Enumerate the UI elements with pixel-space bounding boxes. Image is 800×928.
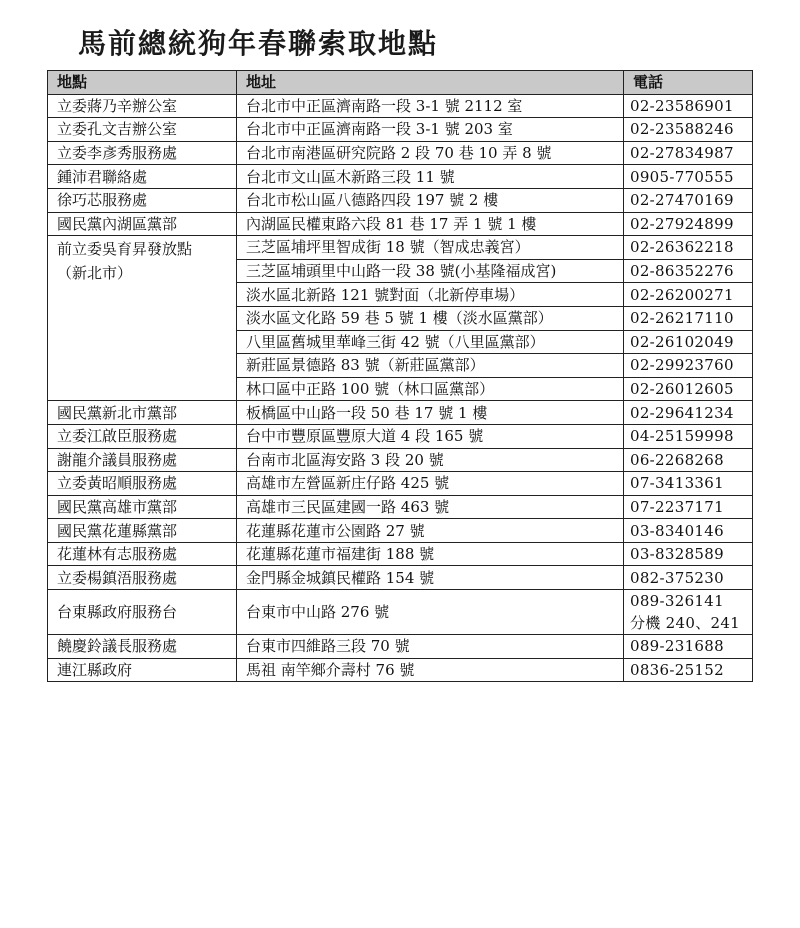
table-row <box>48 118 753 142</box>
address-cell: 三芝區埔頭里中山路一段 38 號(小基隆福成宮) <box>237 259 624 283</box>
phone-cell: 0905-770555 <box>624 165 753 189</box>
address-cell: 八里區舊城里華峰三街 42 號（八里區黨部） <box>237 330 624 354</box>
phone-cell: 04-25159998 <box>624 424 753 448</box>
location-cell: 立委孔文吉辦公室 <box>48 118 237 142</box>
phone-cell: 03-8328589 <box>624 542 753 566</box>
table-header-row <box>48 71 753 95</box>
header-phone: 電話 <box>624 71 753 95</box>
address-cell: 淡水區文化路 59 巷 5 號 1 樓（淡水區黨部） <box>237 306 624 330</box>
address-cell: 三芝區埔坪里智成街 18 號（智成忠義宮） <box>237 236 624 260</box>
phone-number: 089-326141 <box>630 592 724 611</box>
table-row <box>48 165 753 189</box>
address-cell: 高雄市三民區建國一路 463 號 <box>237 495 624 519</box>
phone-cell: 0836-25152 <box>624 658 753 682</box>
table-row <box>48 635 753 659</box>
table-row <box>48 448 753 472</box>
address-cell: 花蓮縣花蓮市福建街 188 號 <box>237 542 624 566</box>
address-cell: 台南市北區海安路 3 段 20 號 <box>237 448 624 472</box>
address-cell: 淡水區北新路 121 號對面（北新停車場） <box>237 283 624 307</box>
header-address: 地址 <box>237 71 624 95</box>
phone-cell: 02-29641234 <box>624 401 753 425</box>
address-cell: 林口區中正路 100 號（林口區黨部） <box>237 377 624 401</box>
phone-extension: 分機 240、241 <box>630 614 741 633</box>
location-cell: 徐巧芯服務處 <box>48 188 237 212</box>
phone-cell: 02-26102049 <box>624 330 753 354</box>
location-cell: 饒慶鈴議長服務處 <box>48 635 237 659</box>
location-name-line: 前立委吳育昇發放點 <box>57 240 193 259</box>
location-cell: 謝龍介議員服務處 <box>48 448 237 472</box>
table-row <box>48 495 753 519</box>
location-cell: 立委李彥秀服務處 <box>48 141 237 165</box>
phone-cell: 02-26012605 <box>624 377 753 401</box>
phone-cell: 07-2237171 <box>624 495 753 519</box>
phone-cell: 02-23586901 <box>624 94 753 118</box>
location-cell: 立委蔣乃辛辦公室 <box>48 94 237 118</box>
table-row <box>48 94 753 118</box>
phone-cell: 082-375230 <box>624 566 753 590</box>
address-cell: 板橋區中山路一段 50 巷 17 號 1 樓 <box>237 401 624 425</box>
header-location: 地點 <box>48 71 237 95</box>
phone-cell: 02-27470169 <box>624 188 753 212</box>
table-row <box>48 401 753 425</box>
table-row <box>48 519 753 543</box>
location-cell: 國民黨內湖區黨部 <box>48 212 237 236</box>
table-row <box>48 212 753 236</box>
phone-cell: 089-231688 <box>624 635 753 659</box>
table-row <box>48 566 753 590</box>
phone-cell: 02-86352276 <box>624 259 753 283</box>
table-row <box>48 188 753 212</box>
address-cell: 台北市南港區研究院路 2 段 70 巷 10 弄 8 號 <box>237 141 624 165</box>
table-row <box>48 542 753 566</box>
address-cell: 新莊區景德路 83 號（新莊區黨部） <box>237 354 624 378</box>
table-row <box>48 236 753 260</box>
location-cell: 連江縣政府 <box>48 658 237 682</box>
phone-cell: 02-29923760 <box>624 354 753 378</box>
phone-cell: 02-27924899 <box>624 212 753 236</box>
phone-cell: 02-26217110 <box>624 306 753 330</box>
address-cell: 內湖區民權東路六段 81 巷 17 弄 1 號 1 樓 <box>237 212 624 236</box>
phone-cell: 06-2268268 <box>624 448 753 472</box>
locations-table <box>47 70 753 682</box>
table-row <box>48 424 753 448</box>
table-row <box>48 141 753 165</box>
phone-cell: 02-26200271 <box>624 283 753 307</box>
location-cell: 鍾沛君聯絡處 <box>48 165 237 189</box>
location-cell: 國民黨花蓮縣黨部 <box>48 519 237 543</box>
page-title: 馬前總統狗年春聯索取地點 <box>78 27 439 60</box>
phone-cell: 02-26362218 <box>624 236 753 260</box>
location-cell: 國民黨新北市黨部 <box>48 401 237 425</box>
address-cell: 台北市中正區濟南路一段 3-1 號 2112 室 <box>237 94 624 118</box>
phone-cell <box>624 590 753 635</box>
location-region-line: （新北市） <box>57 264 133 283</box>
location-cell: 花蓮林有志服務處 <box>48 542 237 566</box>
address-cell: 台東市四維路三段 70 號 <box>237 635 624 659</box>
phone-cell: 02-23588246 <box>624 118 753 142</box>
location-cell: 立委江啟臣服務處 <box>48 424 237 448</box>
phone-cell: 02-27834987 <box>624 141 753 165</box>
location-cell-grouped <box>48 236 237 401</box>
address-cell: 花蓮縣花蓮市公園路 27 號 <box>237 519 624 543</box>
address-cell: 台北市松山區八德路四段 197 號 2 樓 <box>237 188 624 212</box>
address-cell: 高雄市左營區新庄仔路 425 號 <box>237 472 624 496</box>
location-cell: 立委楊鎮浯服務處 <box>48 566 237 590</box>
location-cell: 立委黃昭順服務處 <box>48 472 237 496</box>
phone-cell: 07-3413361 <box>624 472 753 496</box>
address-cell: 台中市豐原區豐原大道 4 段 165 號 <box>237 424 624 448</box>
address-cell: 台北市中正區濟南路一段 3-1 號 203 室 <box>237 118 624 142</box>
address-cell: 馬祖 南竿鄉介壽村 76 號 <box>237 658 624 682</box>
location-cell: 國民黨高雄市黨部 <box>48 495 237 519</box>
address-cell: 金門縣金城鎮民權路 154 號 <box>237 566 624 590</box>
location-cell: 台東縣政府服務台 <box>48 590 237 635</box>
table-row <box>48 590 753 635</box>
address-cell: 台北市文山區木新路三段 11 號 <box>237 165 624 189</box>
table-row <box>48 472 753 496</box>
phone-cell: 03-8340146 <box>624 519 753 543</box>
address-cell: 台東市中山路 276 號 <box>237 590 624 635</box>
table-row <box>48 658 753 682</box>
